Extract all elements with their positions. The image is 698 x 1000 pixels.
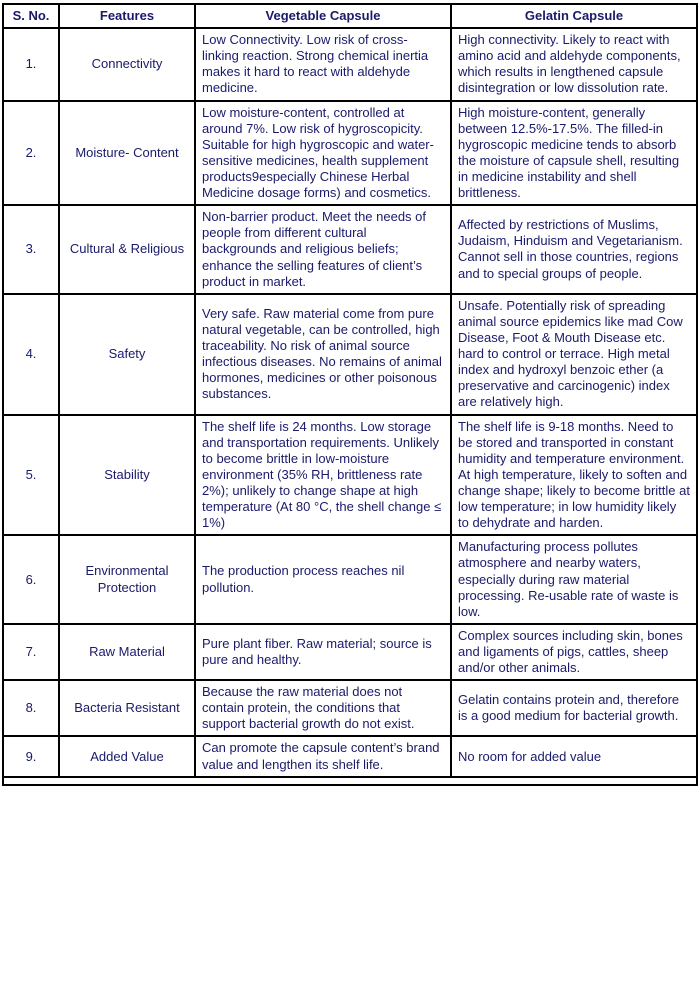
vegetable-cell: Non-barrier product. Meet the needs of people from different cultural backgrounds and religious beliefs; enhance the selling features of client’s product in market. (195, 205, 451, 294)
feature-cell: Added Value (59, 736, 195, 776)
table-row (3, 736, 697, 776)
vegetable-cell: The production process reaches nil pollution. (195, 535, 451, 624)
table-row (3, 624, 697, 680)
feature-cell: Environmental Protection (59, 535, 195, 624)
table-row (3, 535, 697, 624)
gelatin-cell: Complex sources including skin, bones and ligaments of pigs, cattles, sheep and/or other animals. (451, 624, 697, 680)
table-body (3, 28, 697, 785)
vegetable-cell: Pure plant fiber. Raw material; source is pure and healthy. (195, 624, 451, 680)
table-row (3, 680, 697, 736)
sno-cell: 5. (3, 415, 59, 536)
gelatin-cell: Unsafe. Potentially risk of spreading animal source epidemics like mad Cow Disease, Foot & Mouth Disease etc. hard to control or terrace. High metal index and hydroxyl benzoic ether (a preservative and carcinogenic) index are relatively high. (451, 294, 697, 415)
vegetable-cell: Can promote the capsule content’s brand value and lengthen its shelf life. (195, 736, 451, 776)
sno-cell: 1. (3, 28, 59, 100)
table-row (3, 205, 697, 294)
table-row (3, 28, 697, 100)
vegetable-cell: The shelf life is 24 months. Low storage and transportation requirements. Unlikely to become brittle in low-moisture environment (35% RH, brittleness rate 2%); unlikely to change shape at high temperature (At 80 °C, the shell change ≤ 1%) (195, 415, 451, 536)
sno-cell: 3. (3, 205, 59, 294)
sno-cell: 8. (3, 680, 59, 736)
gelatin-cell: High connectivity. Likely to react with amino acid and aldehyde components, which results in lengthened capsule disintegration or low dissolution rate. (451, 28, 697, 100)
feature-cell: Raw Material (59, 624, 195, 680)
empty-footer-row (3, 777, 697, 785)
feature-cell: Connectivity (59, 28, 195, 100)
sno-cell: 7. (3, 624, 59, 680)
header-row (3, 4, 697, 28)
gelatin-cell: The shelf life is 9-18 months. Need to be stored and transported in constant humidity and temperature environment. At high temperature, likely to soften and change shape; likely to become brittle at low temperature; in low humidity likely to dehydrate and harden. (451, 415, 697, 536)
gelatin-cell: Manufacturing process pollutes atmosphere and nearby waters, especially during raw material processing. Re-usable rate of waste is low. (451, 535, 697, 624)
gelatin-cell: No room for added value (451, 736, 697, 776)
feature-cell: Moisture- Content (59, 101, 195, 206)
gelatin-cell: High moisture-content, generally between 12.5%-17.5%. The filled-in hygroscopic medicine tends to absorb the moisture of capsule shell, resulting in medicine instability and shell brittleness. (451, 101, 697, 206)
vegetable-cell: Very safe. Raw material come from pure natural vegetable, can be controlled, high traceability. No risk of animal source infectious diseases. No remains of animal hormones, medicines or other poisonous substances. (195, 294, 451, 415)
feature-cell: Bacteria Resistant (59, 680, 195, 736)
table-row (3, 294, 697, 415)
gelatin-cell: Gelatin contains protein and, therefore is a good medium for bacterial growth. (451, 680, 697, 736)
vegetable-cell: Low Connectivity. Low risk of cross-linking reaction. Strong chemical inertia makes it hard to react with aldehyde medicine. (195, 28, 451, 100)
vegetable-cell: Because the raw material does not contain protein, the conditions that support bacterial growth do not exist. (195, 680, 451, 736)
header-gelatin-capsule: Gelatin Capsule (451, 4, 697, 28)
vegetable-cell: Low moisture-content, controlled at around 7%. Low risk of hygroscopicity. Suitable for high hygroscopic and water-sensitive medicines, health supplement products9especially Chinese Herbal Medicine dosage forms) and cosmetics. (195, 101, 451, 206)
table-row (3, 101, 697, 206)
gelatin-cell: Affected by restrictions of Muslims, Judaism, Hinduism and Vegetarianism. Cannot sell in those countries, regions and to special groups of people. (451, 205, 697, 294)
header-features: Features (59, 4, 195, 28)
sno-cell: 2. (3, 101, 59, 206)
capsule-comparison-table (2, 3, 698, 786)
table-row (3, 415, 697, 536)
sno-cell: 6. (3, 535, 59, 624)
header-sno: S. No. (3, 4, 59, 28)
header-vegetable-capsule: Vegetable Capsule (195, 4, 451, 28)
sno-cell: 9. (3, 736, 59, 776)
sno-cell: 4. (3, 294, 59, 415)
feature-cell: Stability (59, 415, 195, 536)
feature-cell: Cultural & Religious (59, 205, 195, 294)
feature-cell: Safety (59, 294, 195, 415)
empty-footer-cell (3, 777, 697, 785)
